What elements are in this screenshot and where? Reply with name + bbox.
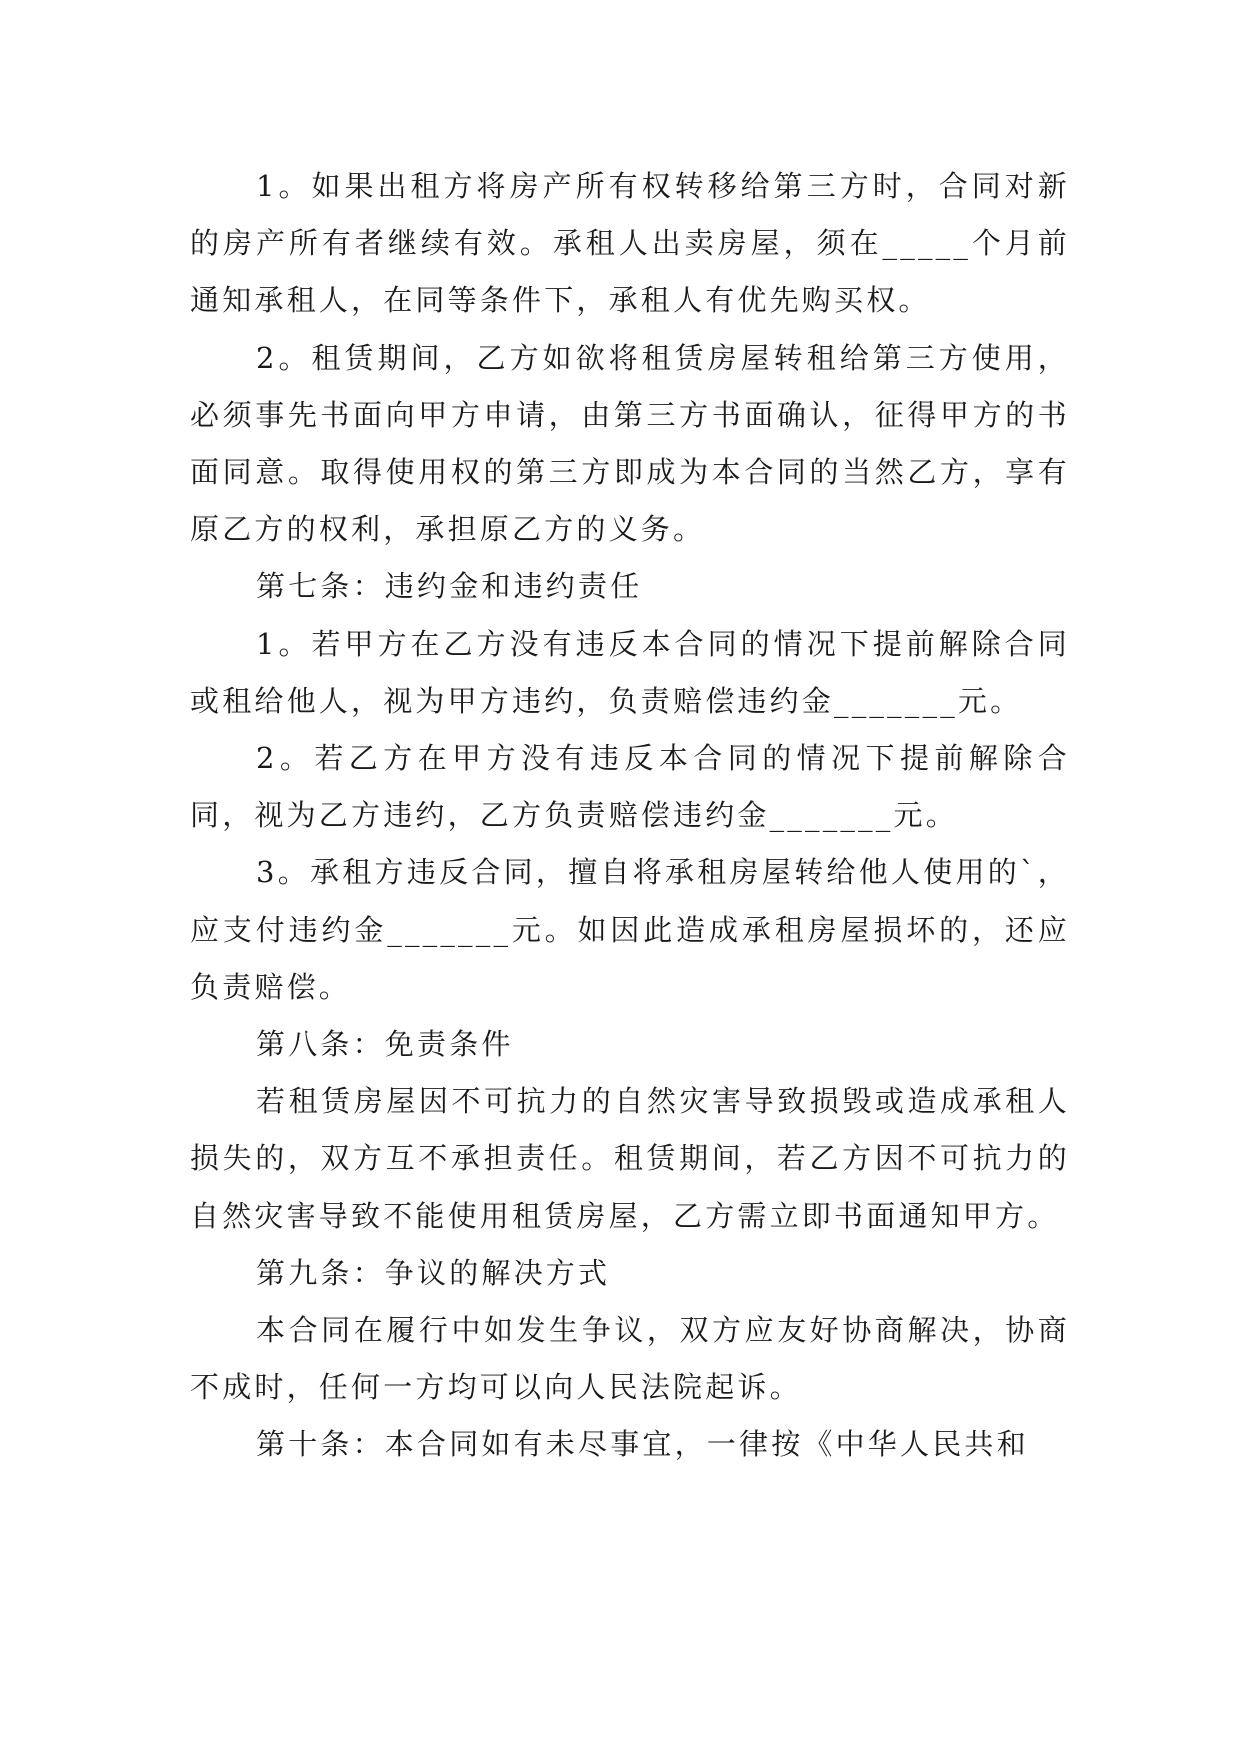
clause-paragraph: 2。若乙方在甲方没有违反本合同的情况下提前解除合同，视为乙方违约，乙方负责赔偿违约金_______元。 — [190, 741, 1070, 833]
clause-paragraph: 2。租赁期间，乙方如欲将租赁房屋转租给第三方使用，必须事先书面向甲方申请，由第三方书面确认，征得甲方的书面同意。取得使用权的第三方即成为本合同的当然乙方，享有原乙方的权利，承担原乙方的义务。 — [190, 340, 1070, 547]
clause-paragraph: 本合同在履行中如发生争议，双方应友好协商解决，协商不成时，任何一方均可以向人民法院起诉。 — [190, 1313, 1070, 1405]
clause-paragraph: 1。若甲方在乙方没有违反本合同的情况下提前解除合同或租给他人，视为甲方违约，负责赔偿违约金_______元。 — [190, 626, 1070, 718]
document-body — [190, 158, 1070, 1474]
clause-paragraph: 1。如果出租方将房产所有权转移给第三方时，合同对新的房产所有者继续有效。承租人出卖房屋，须在_____个月前通知承租人，在同等条件下，承租人有优先购买权。 — [190, 169, 1070, 318]
article-heading: 第八条：免责条件 — [256, 1027, 514, 1062]
article-heading: 第九条：争议的解决方式 — [256, 1255, 611, 1290]
clause-paragraph: 3。承租方违反合同，擅自将承租房屋转给他人使用的`，应支付违约金_______元。如因此造成承租房屋损坏的，还应负责赔偿。 — [190, 855, 1070, 1004]
clause-paragraph: 若租赁房屋因不可抗力的自然灾害导致损毁或造成承租人损失的，双方互不承担责任。租赁期间，若乙方因不可抗力的自然灾害导致不能使用租赁房屋，乙方需立即书面通知甲方。 — [190, 1084, 1070, 1233]
article-heading: 第十条：本合同如有未尽事宜，一律按《中华人民共和 — [256, 1427, 1029, 1462]
article-heading: 第七条：违约金和违约责任 — [256, 569, 643, 604]
